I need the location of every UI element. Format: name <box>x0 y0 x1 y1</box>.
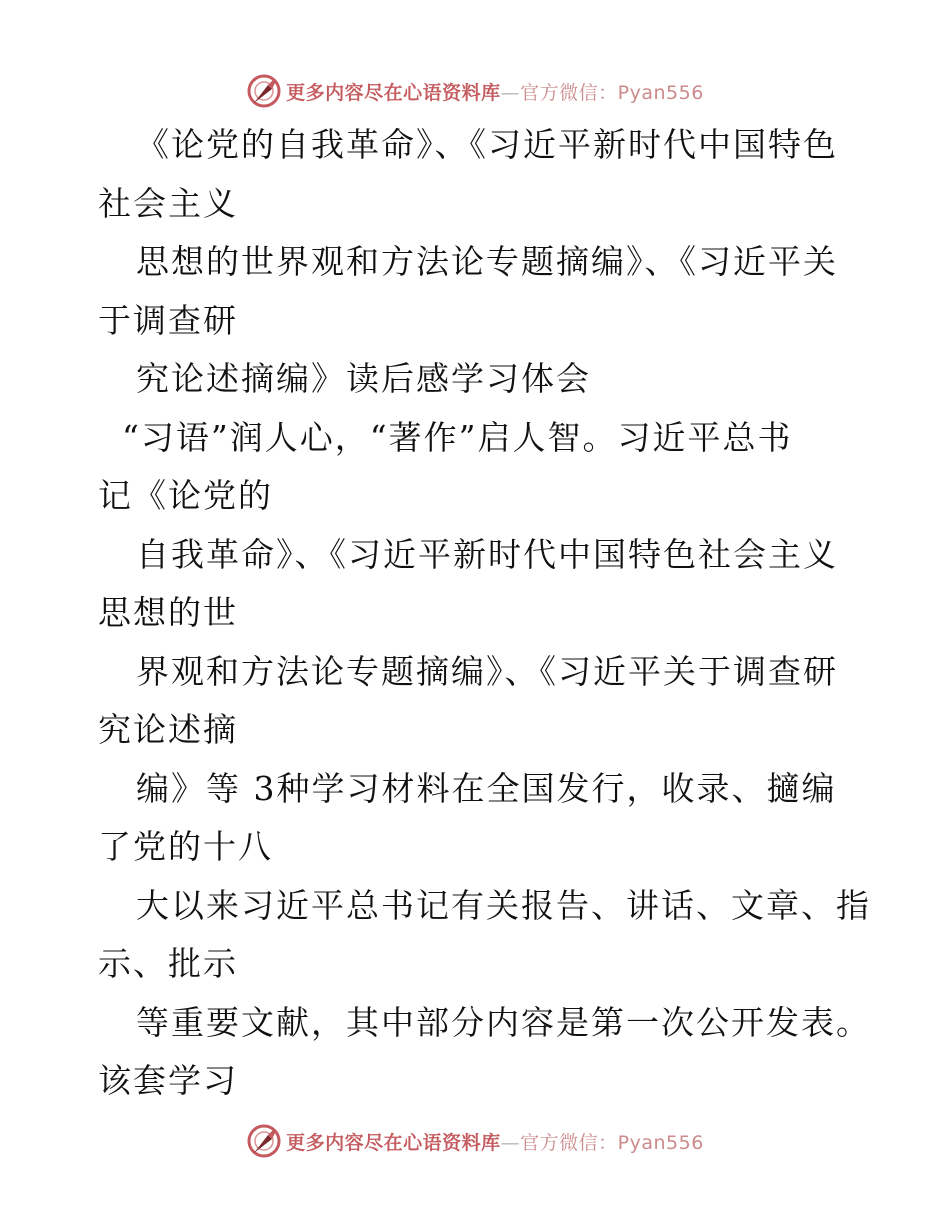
pen-nib-logo-icon <box>246 1123 282 1159</box>
text-line: 了党的十八 <box>98 827 273 866</box>
text-line: 思想的世界观和方法论专题摘编》、《习近平关 <box>136 242 838 281</box>
text-line: 等重要文献，其中部分内容是第一次公开发表。 <box>136 1002 871 1042</box>
text-line: 社会主义 <box>98 183 238 223</box>
text-line: 界观和方法论专题摘编》、《习近平关于调查研 <box>136 651 838 691</box>
text-line: 编》等 3种学习材料在全国发行，收录、擿编 <box>136 768 837 808</box>
text-line: 自我革命》、《习近平新时代中国特色社会主义 <box>136 534 838 574</box>
watermark-footer <box>0 1121 950 1161</box>
watermark-wechat: 官方微信：Pyan556 <box>520 81 704 104</box>
text-line: 于调查研 <box>98 300 238 340</box>
watermark-separator: — <box>500 81 521 104</box>
watermark-name: 更多内容尽在心语资料库 <box>286 1131 501 1154</box>
pen-nib-logo-icon <box>246 73 282 109</box>
watermark-header <box>0 71 950 111</box>
text-line: 示、批示 <box>98 944 238 983</box>
document-body <box>98 116 871 1111</box>
text-line: 思想的世 <box>98 593 238 632</box>
text-line: 究论述摘 <box>98 710 238 749</box>
text-line: 究论述摘编》读后感学习体会 <box>136 359 591 398</box>
text-line: 《论党的自我革命》、《习近平新时代中国特色 <box>136 125 838 164</box>
watermark-name: 更多内容尽在心语资料库 <box>286 81 501 104</box>
watermark-wechat: 官方微信：Pyan556 <box>520 1131 704 1154</box>
watermark-text <box>286 78 704 105</box>
text-line: 该套学习 <box>98 1061 238 1100</box>
watermark-separator: — <box>500 1131 521 1154</box>
text-line: 记《论党的 <box>98 476 273 515</box>
text-line: “习语”润人心，“著作”启人智。习近平总书 <box>122 417 793 457</box>
watermark-text <box>286 1128 704 1155</box>
text-line: 大以来习近平总书记有关报告、讲话、文章、指 <box>136 885 871 925</box>
